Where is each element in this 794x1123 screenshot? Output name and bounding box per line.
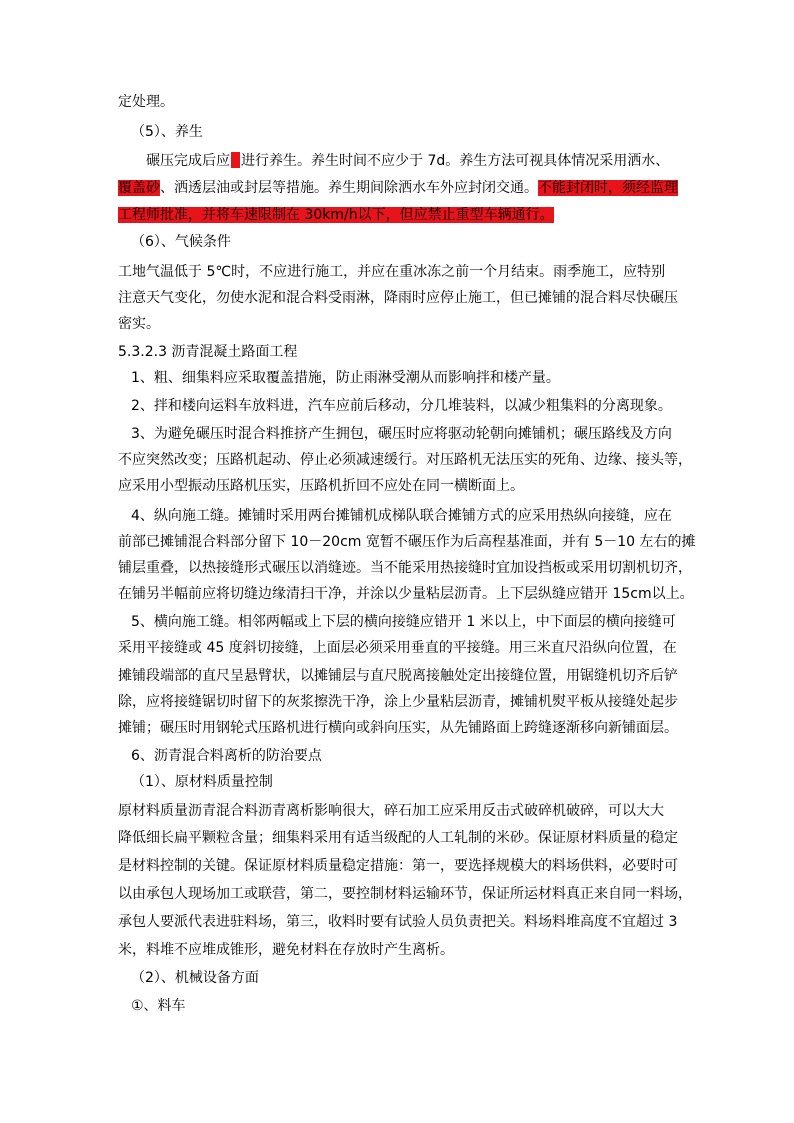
- highlighted-text: 不能封闭时，须经监理: [538, 180, 678, 196]
- paragraph-text: 原材料质量沥青混合料沥青离析影响很大，碎石加工应采用反击式破碎机破碎，可以大大: [118, 803, 664, 819]
- paragraph-text: 碾压完成后应: [146, 153, 230, 169]
- paragraph-text: 铺层重叠，以热接缝形式碾压以消缝迹。当不能采用热接缝时宜加设挡板或采用切割机切齐，: [118, 560, 692, 576]
- paragraph-text: 注意天气变化，勿使水泥和混合料受雨淋，降雨时应停止施工，但已摊铺的混合料尽快碾压: [118, 290, 678, 306]
- paragraph-text: 在铺另半幅前应将切缝边缘清扫干净，并涂以少量粘层沥青。上下层纵缝应错开 15cm以上。: [118, 586, 694, 602]
- paragraph-text: 采用平接缝或 45 度斜切接缝，上面层必须采用垂直的平接缝。用三米直尺沿纵向位置，在: [118, 640, 677, 656]
- list-item: 5、横向施工缝。相邻两幅或上下层的横向接缝应错开 1 米以上，中下面层的横向接缝可: [131, 614, 676, 630]
- paragraph-text: 定处理。: [118, 94, 174, 110]
- subsection-heading: （6）、气候条件: [131, 234, 231, 250]
- paragraph-text: 以由承包人现场加工或联营，第二，要控制材料运输环节，保证所运材料真正来自同一料场，: [118, 886, 692, 902]
- subsection-heading: （5）、养生: [131, 124, 203, 140]
- paragraph-text: 米，料堆不应堆成锥形，避免材料在存放时产生离析。: [118, 942, 454, 958]
- subsection-heading: （1）、原材料质量控制: [131, 774, 273, 790]
- paragraph-text: 进行养生。养生时间不应少于 7d。养生方法可视具体情况采用洒水、: [241, 153, 670, 169]
- paragraph-text: 承包人要派代表进驻料场，第三，收料时要有试验人员负责把关。料场料堆高度不宜超过 3: [118, 914, 678, 930]
- subsection-heading: ①、料车: [131, 998, 186, 1014]
- paragraph-text: 工地气温低于 5℃时，不应进行施工，并应在重冰冻之前一个月结束。雨季施工，应特别: [118, 264, 666, 280]
- highlighted-text: 工程师批准，并将车速限制在 30km/h以下，但应禁止重型车辆通行。: [118, 207, 554, 223]
- paragraph-text: 除，应将接缝锯切时留下的灰浆擦洗干净，涂上少量粘层沥青，摊铺机熨平板从接缝处起步: [118, 694, 678, 710]
- list-item: 4、纵向施工缝。摊铺时采用两台摊铺机成梯队联合摊铺方式的应采用热纵向接缝，应在: [131, 508, 672, 524]
- paragraph-text: 前部已摊铺混合料部分留下 10－20cm 宽暂不碾压作为后高程基准面，并有 5－10 左右的摊: [118, 534, 696, 550]
- paragraph-text: 密实。: [118, 316, 160, 332]
- paragraph-text: 是材料控制的关键。保证原材料质量稳定措施：第一，要选择规模大的料场供料，必要时可: [118, 858, 678, 874]
- paragraph-text: 摊铺段端部的直尺呈悬臂状，以摊铺层与直尺脱离接触处定出接缝位置，用锯缝机切齐后铲: [118, 668, 678, 684]
- paragraph-text: 摊铺；碾压时用钢轮式压路机进行横向或斜向压实，从先铺路面上跨缝逐渐移向新铺面层。: [118, 720, 678, 736]
- paragraph-text: 应采用小型振动压路机压实，压路机折回不应处在同一横断面上。: [118, 478, 524, 494]
- list-item: 3、为避免碾压时混合料推挤产生拥包，碾压时应将驱动轮朝向摊铺机；碾压路线及方向: [131, 426, 672, 442]
- list-item: 2、拌和楼向运料车放料进，汽车应前后移动，分几堆装料，以减少粗集料的分离现象。: [131, 398, 672, 414]
- paragraph-text: 降低细长扁平颗粒含量；细集料采用有适当级配的人工轧制的米砂。保证原材料质量的稳定: [118, 830, 678, 846]
- list-item: 1、粗、细集料应采取覆盖措施，防止雨淋受潮从而影响拌和楼产量。: [131, 370, 560, 386]
- highlighted-text: 覆盖砂: [118, 180, 160, 196]
- paragraph-text: 、洒透层油或封层等措施。养生期间除洒水车外应封闭交通。: [160, 180, 538, 196]
- section-heading: 5.3.2.3 沥青混凝土路面工程: [118, 344, 298, 360]
- highlight-mark: [231, 152, 240, 168]
- paragraph-text: 不应突然改变；压路机起动、停止必须减速缓行。对压路机无法压实的死角、边缘、接头等，: [118, 452, 692, 468]
- subsection-heading: （2）、机械设备方面: [131, 970, 259, 986]
- list-item: 6、沥青混合料离析的防治要点: [131, 748, 322, 764]
